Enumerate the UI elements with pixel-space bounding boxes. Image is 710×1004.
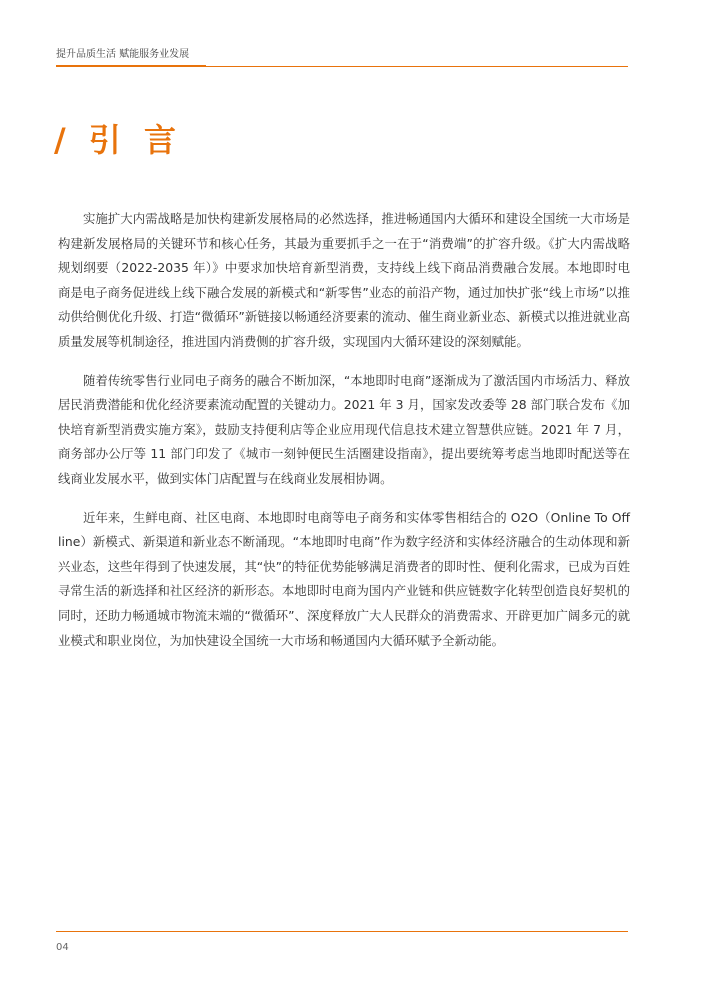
- paragraph: 实施扩大内需战略是加快构建新发展格局的必然选择，推进畅通国内大循环和建设全国统一大市场是构建新发展格局的关键环节和核心任务，其最为重要抓手之一在于“消费端”的扩容升级。《扩大内需战略规划纲要（2022-2035 年）》中要求加快培育新型消费，支持线上线下商品消费融合发展。本地即时电商是电子商务促进线上线下融合发展的新模式和“新零售”业态的前沿产物，通过加快扩张“线上市场”以推动供给侧优化升级、打造“微循环”新链接以畅通经济要素的流动、催生商业新业态、新模式以推进就业高质量发展等机制途径，推进国内消费侧的扩容升级，实现国内大循环建设的深刻赋能。: [58, 211, 630, 349]
- header-rule: [56, 66, 628, 67]
- running-header-title: 提升品质生活 赋能服务业发展: [56, 49, 190, 60]
- footer-rule: [56, 931, 628, 932]
- paragraph: 随着传统零售行业同电子商务的融合不断加深，“本地即时电商”逐渐成为了激活国内市场活力、释放居民消费潜能和优化经济要素流动配置的关键动力。2021 年 3 月，国家发改委等 28 部门联合发布《加快培育新型消费实施方案》，鼓励支持便利店等企业应用现代信息技术建立智慧供应链。2021 年 7 月，商务部办公厅等 11 部门印发了《城市一刻钟便民生活圈建设指南》，提出要统筹考虑当地即时配送等在线商业发展水平，做到实体门店配置与在线商业发展相协调。: [58, 372, 630, 486]
- paragraph: 近年来，生鲜电商、社区电商、本地即时电商等电子商务和实体零售相结合的 O2O（Online To Offline）新模式、新渠道和新业态不断涌现。“本地即时电商”作为数字经济和实体经济融合的生动体现和新兴业态，这些年得到了快速发展，其“快”的特征优势能够满足消费者的即时性、便利化需求，已成为百姓寻常生活的新选择和社区经济的新形态。本地即时电商为国内产业链和供应链数字化转型创造良好契机的同时，还助力畅通城市物流末端的“微循环”、深度释放广大人民群众的消费需求、开辟更加广阔多元的就业模式和职业岗位，为加快建设全国统一大市场和畅通国内大循环赋予全新动能。: [58, 509, 630, 648]
- page-number: 04: [56, 942, 69, 953]
- body-text: [58, 207, 630, 667]
- running-header: [56, 49, 628, 69]
- section-title: / 引 言: [54, 121, 182, 159]
